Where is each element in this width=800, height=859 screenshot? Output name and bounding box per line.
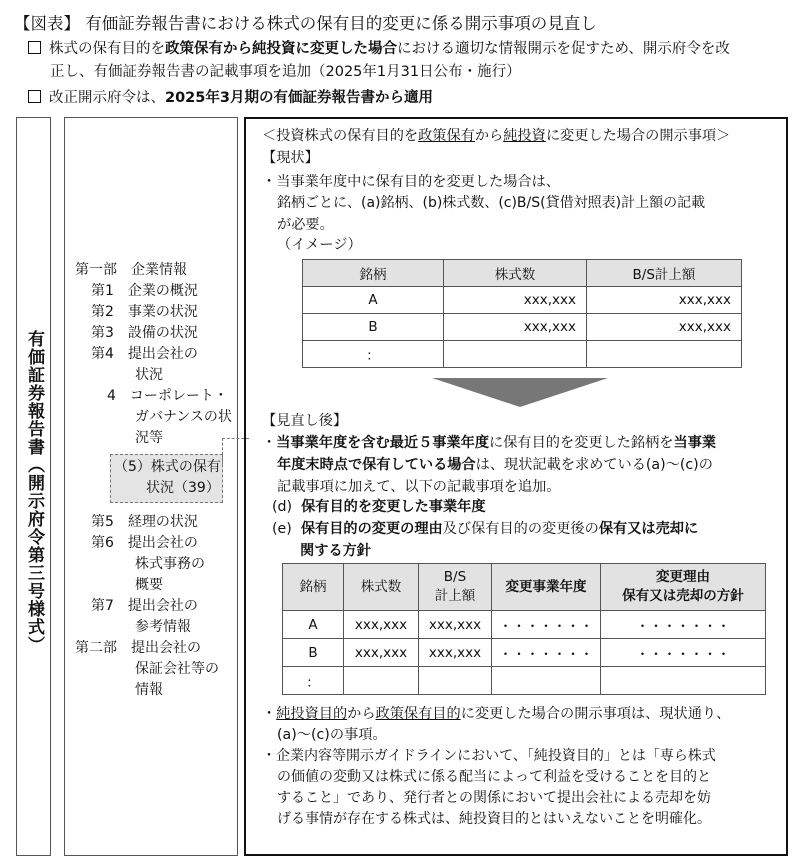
current-table bbox=[302, 259, 742, 368]
toc-item7: 第7 提出会社の bbox=[91, 598, 198, 614]
table1-cell: A bbox=[303, 287, 444, 314]
table2-header: 変更事業年度 bbox=[492, 564, 601, 611]
table1-cell: xxx,xxx bbox=[587, 314, 742, 341]
note2-line2: の価値の変動又は株式に係る配当によって利益を受けることを目的と bbox=[277, 769, 711, 785]
note2-line1: ・企業内容等開示ガイドラインにおいて、「純投資目的」とは「専ら株式 bbox=[262, 748, 716, 764]
toc-item2: 第2 事業の状況 bbox=[91, 304, 198, 320]
bullet-1-text: 株式の保有目的を bbox=[49, 41, 165, 57]
bullet-2 bbox=[28, 87, 433, 110]
revised-item-e: (e) 保有目的の変更の理由及び保有目的の変更後の保有又は売却に bbox=[272, 521, 699, 537]
toc-sub4-cont: ガバナンスの状 bbox=[135, 409, 232, 425]
table2-cell: xxx,xxx bbox=[419, 639, 492, 667]
table1-cell: xxx,xxx bbox=[444, 287, 587, 314]
table2-cell: ・・・・・・・ bbox=[601, 639, 766, 667]
revised-line3: 記載事項に加えて、以下の記載事項を追加。 bbox=[277, 479, 561, 495]
table-row bbox=[303, 287, 742, 314]
checkbox-icon bbox=[28, 41, 41, 54]
table1-header: B/S計上額 bbox=[587, 260, 742, 287]
revised-item-d: (d) 保有目的を変更した事業年度 bbox=[272, 499, 486, 515]
table2-cell: xxx,xxx bbox=[344, 639, 419, 667]
table1-header: 銘柄 bbox=[303, 260, 444, 287]
toc-item6-cont2: 概要 bbox=[135, 577, 163, 593]
table2-cell bbox=[419, 667, 492, 695]
bullet-2-text: 改正開示府令は、 bbox=[49, 90, 165, 106]
table2-cell: ・・・・・・・ bbox=[492, 611, 601, 639]
table2-cell: A bbox=[283, 611, 344, 639]
table1-header: 株式数 bbox=[444, 260, 587, 287]
toc-item7-cont: 参考情報 bbox=[135, 619, 191, 635]
table-row bbox=[283, 611, 766, 639]
figure-title: 【図表】 有価証券報告書における株式の保有目的変更に係る開示事項の見直し bbox=[14, 14, 597, 33]
table-row bbox=[303, 314, 742, 341]
note2-line4: げる事情が存在する株式は、純投資目的とはいえないことを明確化。 bbox=[277, 811, 711, 827]
current-line2: 銘柄ごとに、(a)銘柄、(b)株式数、(c)B/S(貸借対照表)計上額の記載 bbox=[277, 195, 706, 211]
table2-cell: ： bbox=[283, 667, 344, 695]
table1-cell bbox=[587, 341, 742, 368]
revised-table bbox=[282, 563, 766, 695]
revised-line2: 年度末時点で保有している場合は、現状記載を求めている(a)～(c)の bbox=[277, 457, 713, 473]
table2-cell bbox=[492, 667, 601, 695]
note2-line3: すること」であり、発行者との関係において提出会社による売却を妨 bbox=[277, 790, 711, 806]
toc-item6-cont: 株式事務の bbox=[135, 556, 205, 572]
revised-label: 【見直し後】 bbox=[262, 413, 348, 429]
note1-line1: ・純投資目的から政策保有目的に変更した場合の開示事項は、現状通り、 bbox=[262, 706, 731, 722]
checkbox-icon bbox=[28, 90, 41, 103]
toc-item1: 第1 企業の概況 bbox=[91, 283, 198, 299]
down-arrow-icon bbox=[432, 378, 608, 407]
side-label-box bbox=[16, 117, 51, 856]
table1-cell: B bbox=[303, 314, 444, 341]
side-label: 有価証券報告書（開示府令第三号様式） bbox=[24, 330, 44, 654]
toc-part2-cont2: 情報 bbox=[135, 682, 163, 698]
toc-part2: 第二部 提出会社の bbox=[75, 640, 201, 656]
table2-cell bbox=[344, 667, 419, 695]
table1-cell: ： bbox=[303, 341, 444, 368]
table2-header: 変更理由 保有又は売却の方針 bbox=[601, 564, 766, 611]
table2-cell: xxx,xxx bbox=[344, 611, 419, 639]
toc-sub4-cont2: 況等 bbox=[135, 430, 163, 446]
main-heading: ＜投資株式の保有目的を政策保有から純投資に変更した場合の開示事項＞ bbox=[262, 128, 731, 144]
toc-sub4: 4 コーポレート・ bbox=[107, 388, 228, 404]
toc-item5: 第5 経理の状況 bbox=[91, 514, 198, 530]
toc-item3: 第3 設備の状況 bbox=[91, 325, 198, 341]
table2-cell bbox=[601, 667, 766, 695]
toc-item4: 第4 提出会社の bbox=[91, 346, 198, 362]
table-row bbox=[303, 341, 742, 368]
bullet-1-line2: 正し、有価証券報告書の記載事項を追加（2025年1月31日公布・施行） bbox=[50, 64, 521, 80]
table2-header: 銘柄 bbox=[283, 564, 344, 611]
toc-item6: 第6 提出会社の bbox=[91, 535, 198, 551]
bullet-1-text-end: における適切な情報開示を促すため、開示府令を改 bbox=[397, 41, 730, 57]
toc-item4-cont: 状況 bbox=[135, 367, 163, 383]
note1-line2: (a)～(c)の事項。 bbox=[277, 727, 387, 743]
bullet-1 bbox=[28, 38, 788, 84]
toc-sub5: （5）株式の保有 bbox=[114, 459, 221, 475]
toc-sub5-cont: 状況（39） bbox=[146, 480, 220, 496]
revised-item-e-cont: 関する方針 bbox=[300, 543, 371, 559]
table2-header: B/S 計上額 bbox=[419, 564, 492, 611]
table2-cell: xxx,xxx bbox=[419, 611, 492, 639]
table2-header: 株式数 bbox=[344, 564, 419, 611]
table-row bbox=[283, 667, 766, 695]
table-row bbox=[283, 639, 766, 667]
current-line1: ・当事業年度中に保有目的を変更した場合は、 bbox=[262, 174, 560, 190]
table2-cell: B bbox=[283, 639, 344, 667]
toc-part2-cont: 保証会社等の bbox=[135, 661, 219, 677]
current-line3: が必要。 bbox=[277, 217, 334, 233]
bullet-1-bold: 政策保有から純投資に変更した場合 bbox=[165, 41, 397, 57]
image-label: （イメージ） bbox=[277, 237, 362, 253]
table1-cell: xxx,xxx bbox=[444, 314, 587, 341]
toc-part1: 第一部 企業情報 bbox=[75, 262, 187, 278]
table2-cell: ・・・・・・・ bbox=[492, 639, 601, 667]
current-label: 【現状】 bbox=[262, 150, 319, 166]
bullet-2-bold: 2025年3月期の有価証券報告書から適用 bbox=[165, 90, 433, 106]
table1-cell bbox=[444, 341, 587, 368]
table2-cell: ・・・・・・・ bbox=[601, 611, 766, 639]
table1-cell: xxx,xxx bbox=[587, 287, 742, 314]
revised-line1: ・当事業年度を含む最近５事業年度に保有目的を変更した銘柄を当事業 bbox=[262, 435, 717, 451]
